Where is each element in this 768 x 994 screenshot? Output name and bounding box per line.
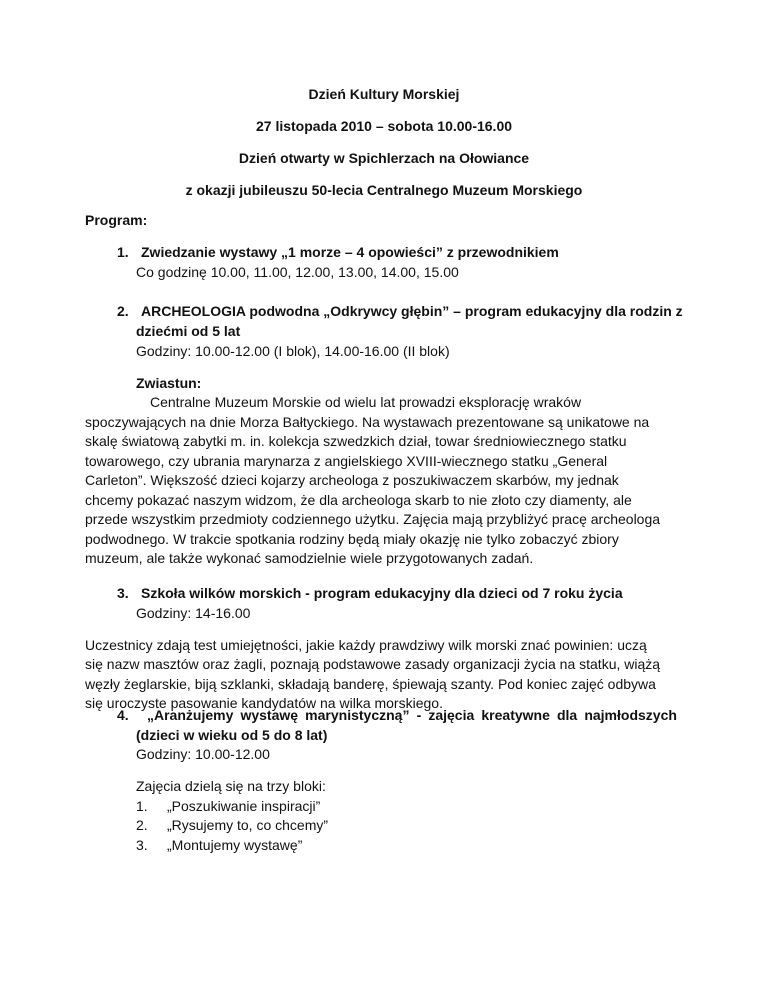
item-number: 2.: [117, 303, 129, 319]
teaser-text-line: Centralne Muzeum Morskie od wielu lat prowadzi eksplorację wraków: [150, 394, 582, 410]
title-word: kreatywne: [481, 707, 550, 723]
item-number: 1.: [117, 244, 129, 260]
item-title: ARCHEOLOGIA podwodna „Odkrywcy głębin” – program edukacyjny dla rodzin z: [141, 303, 683, 319]
item-title: [147, 706, 677, 724]
item-number: 4.: [117, 707, 129, 723]
item-description-line: się uroczyste pasowanie kandydatów na wilka morskiego.: [85, 695, 443, 711]
item-hours: Godziny: 10.00-12.00: [136, 746, 270, 762]
teaser-text-line: przede wszystkim przedmioty codziennego użytku. Zajęcia mają przybliżyć pracę archeologa: [85, 511, 661, 527]
event-date: 27 listopada 2010 – sobota 10.00-16.00: [255, 118, 513, 134]
title-word: „Aranżujemy: [147, 707, 234, 723]
item-title-continued: dziećmi od 5 lat: [136, 323, 241, 339]
block-number: 2.: [136, 817, 148, 833]
title-word: dla: [556, 707, 578, 723]
teaser-text-line: muzeum, ale także wykonać samodzielnie wiele przygotowanych zadań.: [85, 550, 534, 566]
teaser-text-line: Carleton”. Większość dzieci kojarzy archeologa z poszukiwaczem skarbów, my jednak: [85, 472, 619, 488]
item-hours: Godziny: 10.00-12.00 (I blok), 14.00-16.00 (II blok): [136, 343, 450, 359]
event-title: Dzień Kultury Morskiej: [308, 86, 460, 102]
item-description-line: Uczestnicy zdają test umiejętności, jakie każdy prawdziwy wilk morski znać powinien: uczą: [85, 637, 647, 653]
title-word: zajęcia: [428, 707, 475, 723]
item-number: 3.: [117, 585, 129, 601]
item-title: Zwiedzanie wystawy „1 morze – 4 opowieści” z przewodnikiem: [141, 244, 559, 260]
item-description-line: węzły żeglarskie, biją szklanki, składają banderę, śpiewają szanty. Pod koniec zajęć odbywa: [85, 676, 656, 692]
block-item: „Montujemy wystawę”: [167, 837, 303, 853]
title-word: marynistyczną”: [305, 707, 410, 723]
teaser-text-line: towarowego, czy ubrania marynarza z angielskiego XVIII-wiecznego statku „General: [85, 453, 608, 469]
teaser-text-line: podwodnego. W trakcie spotkania rodziny będą miały okazję nie tylko zobaczyć zbiory: [85, 531, 619, 547]
block-number: 3.: [136, 837, 148, 853]
block-item: „Poszukiwanie inspiracji”: [167, 798, 321, 814]
block-item: „Rysujemy to, co chcemy”: [167, 817, 329, 833]
item-title: Szkoła wilków morskich - program edukacyjny dla dzieci od 7 roku życia: [141, 585, 623, 601]
blocks-intro: Zajęcia dzielą się na trzy bloki:: [136, 778, 326, 794]
title-word: -: [416, 707, 422, 723]
event-subtitle: Dzień otwarty w Spichlerzach na Ołowiance: [238, 150, 530, 166]
item-hours: Godziny: 14-16.00: [136, 605, 251, 621]
item-title-continued: (dzieci w wieku od 5 do 8 lat): [136, 727, 328, 743]
event-occasion: z okazji jubileuszu 50-lecia Centralnego Muzeum Morskiego: [185, 182, 583, 198]
teaser-text-line: skalę światową zabytki m. in. kolekcja szwedzkich dział, towar średniowiecznego statku: [85, 433, 627, 449]
teaser-label: Zwiastun:: [136, 375, 202, 391]
title-word: wystawę: [240, 707, 299, 723]
teaser-text-line: spoczywających na dnie Morza Bałtyckiego. Na wystawach prezentowane są unikatowe na: [85, 414, 650, 430]
item-description-line: się nazw masztów oraz żagli, poznają podstawowe zasady organizacji życia na statku, wiążą: [85, 656, 661, 672]
title-word: najmłodszych: [584, 707, 677, 723]
item-times: Co godzinę 10.00, 11.00, 12.00, 13.00, 14.00, 15.00: [136, 264, 459, 280]
block-number: 1.: [136, 798, 148, 814]
program-label: Program:: [85, 212, 148, 228]
teaser-text-line: chcemy pokazać naszym widzom, że dla archeologa skarb to nie złoto czy diamenty, ale: [85, 492, 632, 508]
